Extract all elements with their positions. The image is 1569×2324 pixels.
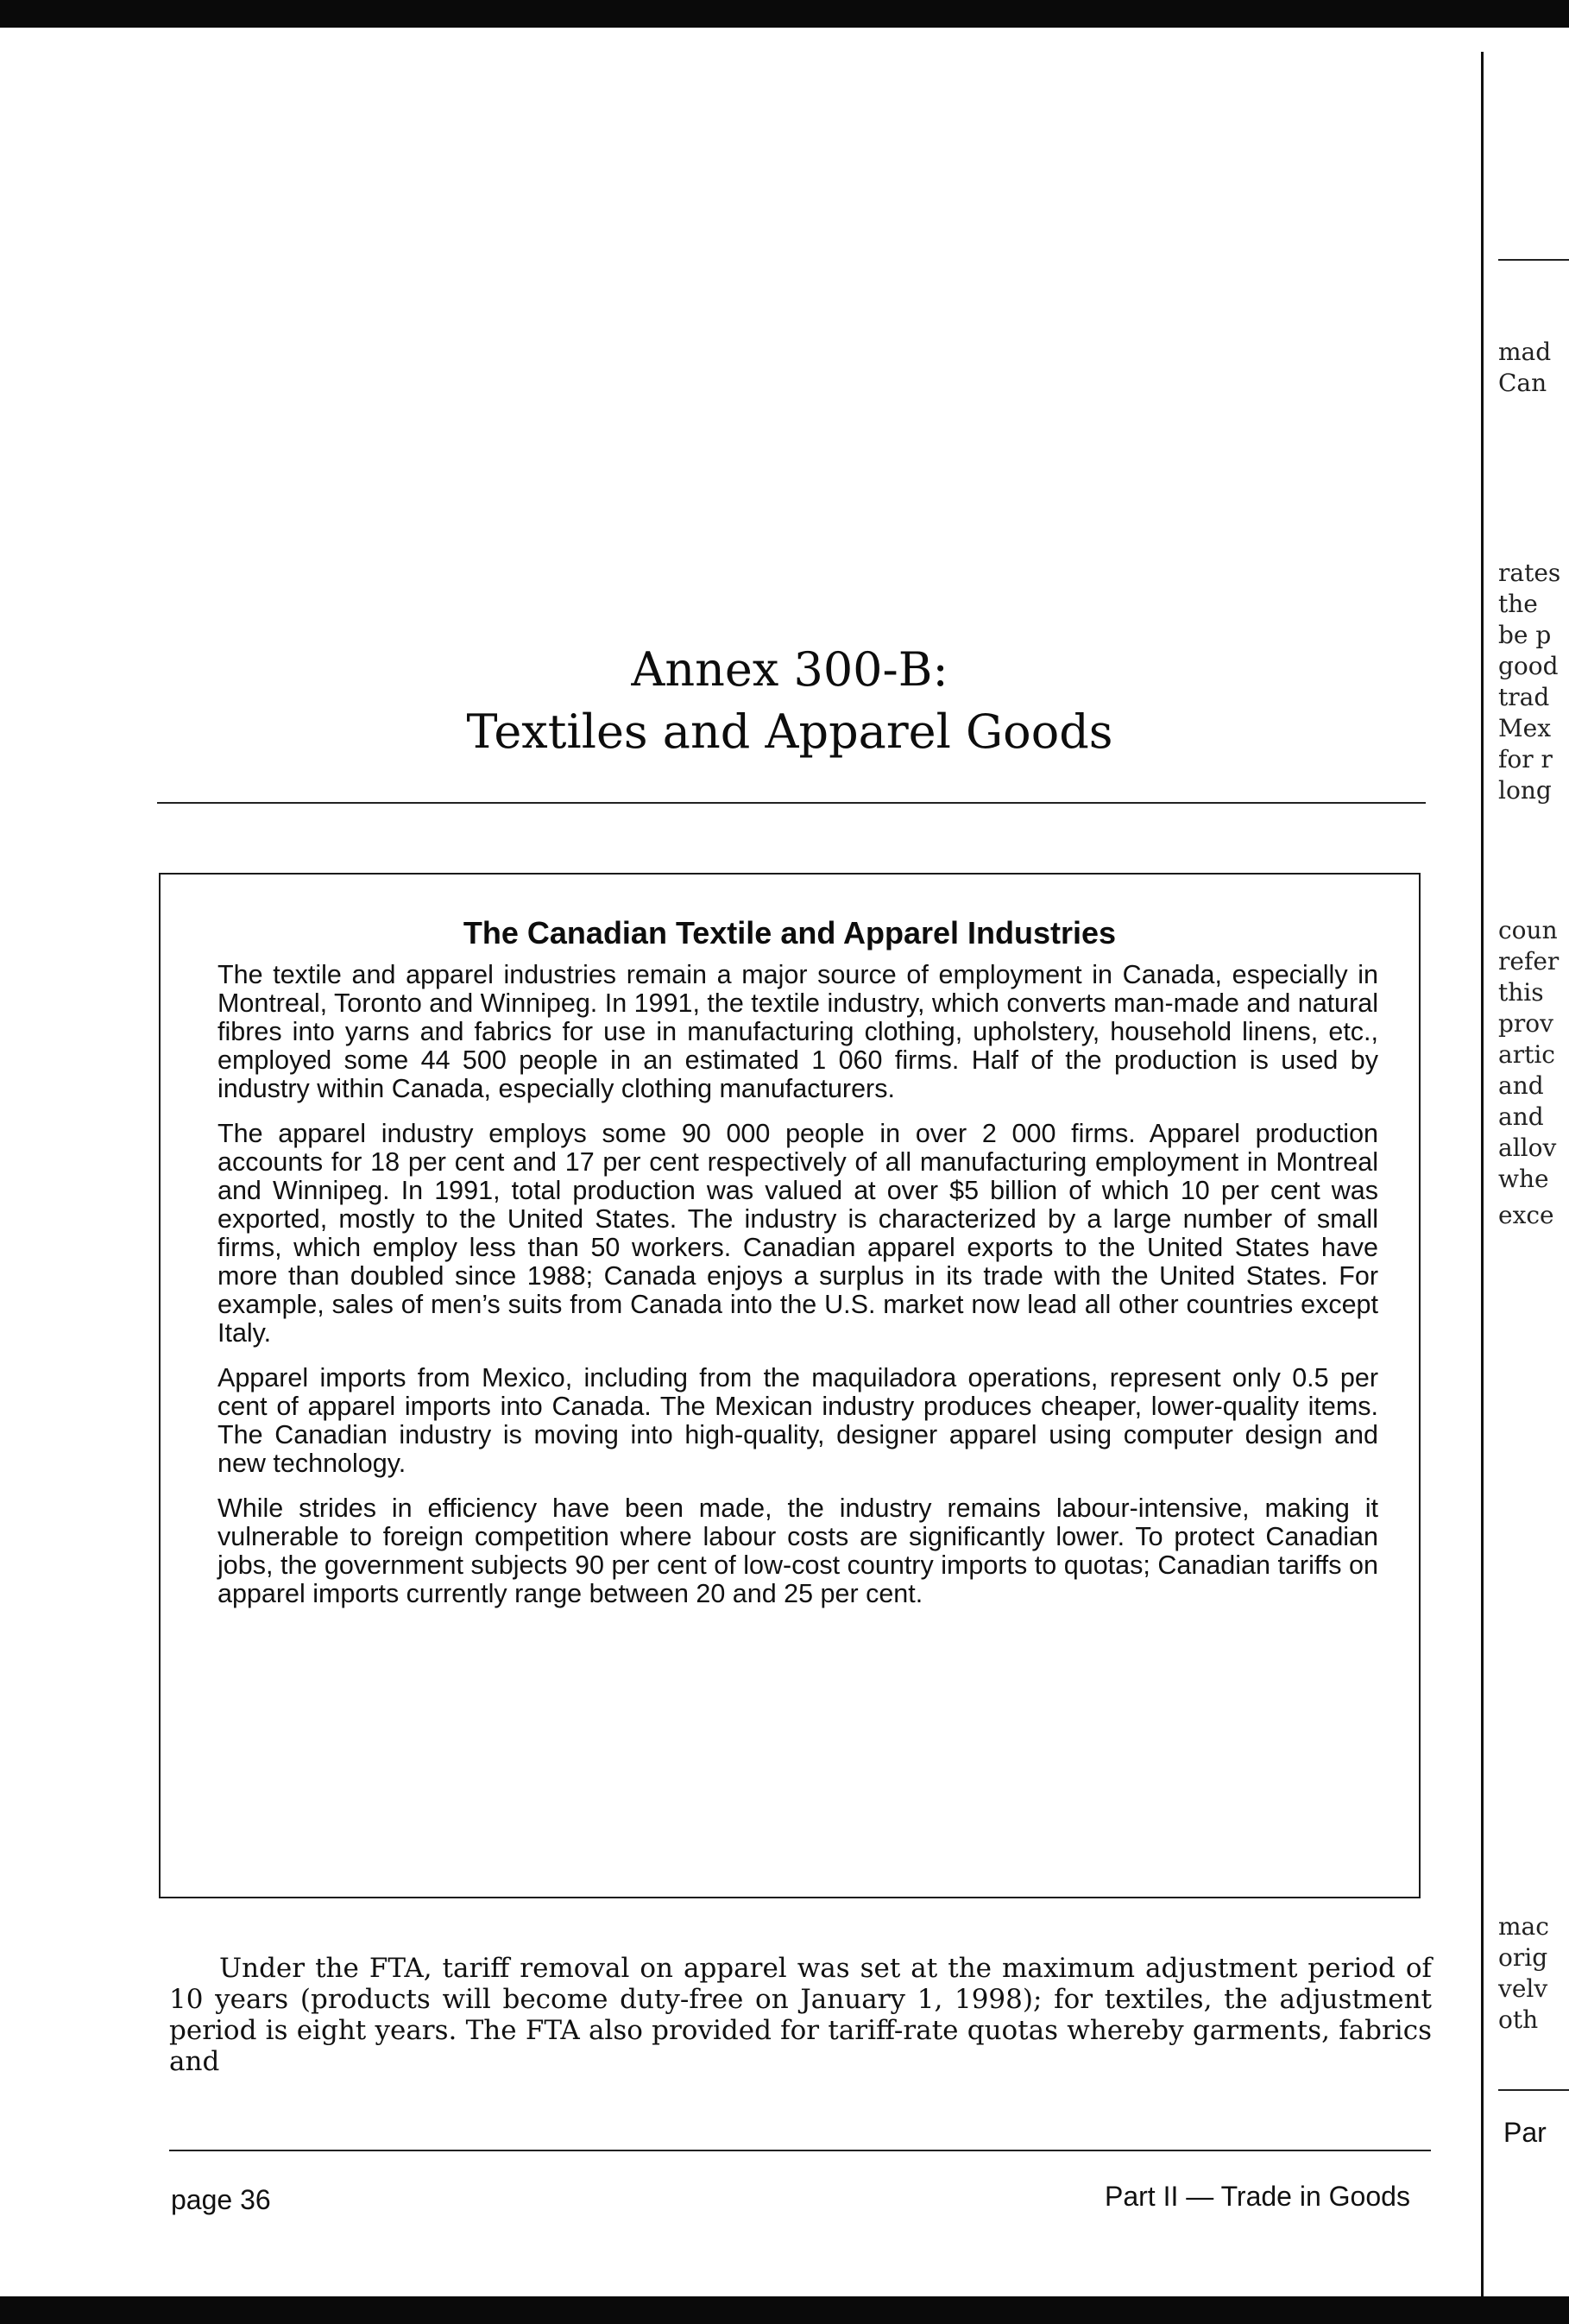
adjacent-text-middle [1498, 558, 1569, 806]
box-paragraph: While strides in efficiency have been made, the industry remains labour-intensive, making it vulnerable to foreign competition where labour costs are significantly lower. To protect Canadian jobs, the government subjects 90 per cent of low-cost country imports to quotas; Canadian tariffs on apparel imports currently range between 20 and 25 per cent. [217, 1494, 1378, 1608]
box-paragraph: Apparel imports from Mexico, including from the maquiladora operations, represent only 0.5 per cent of apparel imports into Canada. The Mexican industry produces cheaper, lower-quality items. The Canadian industry is moving into high-quality, designer apparel using computer design and new technology. [217, 1363, 1378, 1478]
adjacent-text-lower [1498, 915, 1569, 1195]
adjacent-line: exce [1498, 1201, 1554, 1229]
adjacent-line: be p [1498, 621, 1552, 649]
adjacent-line: the [1498, 590, 1538, 618]
footer-divider [169, 2150, 1431, 2151]
adjacent-text-exce [1498, 1200, 1569, 1231]
adjacent-line: orig [1498, 1943, 1548, 1972]
adjacent-line: and [1498, 1071, 1544, 1100]
box-paragraph: The textile and apparel industries remain a major source of employment in Canada, especially in Montreal, Toronto and Winnipeg. In 1991, the textile industry, which converts man-made and natural fibres into yarns and fabrics for use in manufacturing clothing, upholstery, household linens, etc., employed some 44 500 people in an estimated 1 060 firms. Half of the production is used by industry within Canada, especially clothing manufacturers. [217, 960, 1379, 1103]
box-paragraph: The apparel industry employs some 90 000 people in over 2 000 firms. Apparel production accounts for 18 per cent and 17 per cent respectively of all manufacturing employment in Montreal and Winnipeg. In 1991, total production was valued at over $5 billion of which 10 per cent was exported, mostly to the United States. The industry is characterized by a large number of small firms, which employ less than 50 workers. Canadian apparel exports to the United States have more than doubled since 1988; Canada enjoys a surplus in its trade with the United States. For example, sales of men’s suits from Canada into the U.S. market now lead all other countries except Italy. [217, 1119, 1378, 1348]
adjacent-line: mac [1498, 1912, 1549, 1941]
adjacent-line: Can [1498, 369, 1547, 397]
annex-title [0, 639, 1569, 763]
body-paragraph: Under the FTA, tariff removal on apparel was set at the maximum adjustment period of 10 years (products will become duty-free on January 1, 1998); for textiles, the adjustment period is eight years. The FTA also provided for tariff-rate quotas whereby garments, fabrics and [169, 1953, 1432, 2077]
adjacent-line: rates [1498, 559, 1561, 587]
adjacent-line: for r [1498, 745, 1553, 774]
adjacent-line: velv [1498, 1974, 1548, 2003]
adjacent-text-top [1498, 337, 1569, 399]
annex-title-line1: Annex 300-B: [631, 642, 948, 697]
adjacent-text-bottom [1498, 1911, 1569, 2036]
adjacent-line: and [1498, 1102, 1544, 1131]
adjacent-line: Mex [1498, 714, 1552, 742]
adjacent-line: prov [1498, 1009, 1553, 1038]
title-divider [157, 802, 1426, 804]
annex-title-line2: Textiles and Apparel Goods [466, 704, 1113, 759]
adjacent-line: coun [1498, 916, 1558, 944]
adjacent-line: refer [1498, 947, 1560, 976]
adjacent-line: allov [1498, 1134, 1557, 1162]
adjacent-rule [1498, 259, 1569, 261]
scan-border-top [0, 0, 1569, 28]
adjacent-line: oth [1498, 2005, 1539, 2034]
box-body [217, 961, 1378, 1625]
adjacent-footer: Par [1503, 2117, 1547, 2148]
main-text [169, 1953, 1432, 2077]
adjacent-line: trad [1498, 683, 1550, 711]
box-title: The Canadian Textile and Apparel Industries [463, 915, 1117, 950]
sidebar-box [159, 873, 1421, 1898]
adjacent-line: artic [1498, 1040, 1555, 1069]
adjacent-line: long [1498, 776, 1552, 805]
adjacent-line: good [1498, 652, 1559, 680]
adjacent-line: mad [1498, 338, 1552, 366]
adjacent-line: whe [1498, 1165, 1549, 1193]
page-edge-line [1481, 52, 1484, 2296]
section-title: Part II — Trade in Goods [1105, 2181, 1410, 2212]
adjacent-line: this [1498, 978, 1544, 1007]
adjacent-footer-rule [1498, 2089, 1569, 2091]
scan-border-bottom [0, 2296, 1569, 2324]
page-number: page 36 [171, 2184, 271, 2215]
